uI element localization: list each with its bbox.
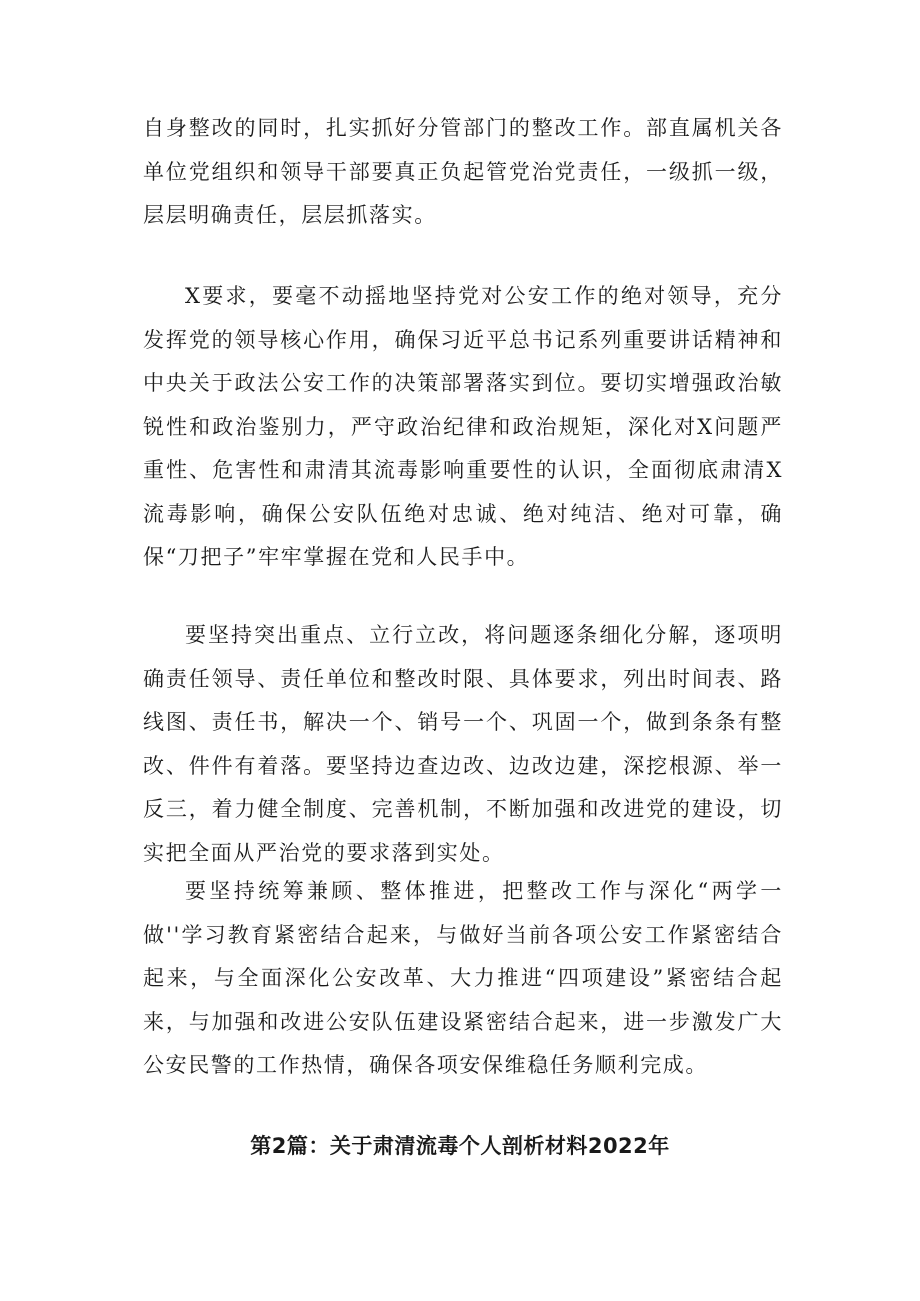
paragraph-2: X要求，要毫不动摇地坚持党对公安工作的绝对领导，充分发挥党的领导核心作用，确保习近平总书记系列重要讲话精神和中央关于政法公安工作的决策部署落实到位。要切实增强政治敏锐性和政治鉴别力，严守政治纪律和政治规矩，深化对X问题严重性、危害性和肃清其流毒影响重要性的认识，全面彻底肃清X流毒影响，确保公安队伍绝对忠诚、绝对纯洁、绝对可靠，确保“刀把子”牢牢掌握在党和人民手中。 [143, 284, 783, 569]
paragraph-4: 要坚持统筹兼顾、整体推进，把整改工作与深化“两学一做''学习教育紧密结合起来，与做好当前各项公安工作紧密结合起来，与全面深化公安改革、大力推进“四项建设”紧密结合起来，与加强和改进公安队伍建设紧密结合起来，进一步激发广大公安民警的工作热情，确保各项安保维稳任务顺利完成。 [143, 879, 783, 1077]
section-heading: 第2篇：关于肃清流毒个人剖析材料2022年 [250, 1134, 670, 1158]
paragraph-1: 自身整改的同时，扎实抓好分管部门的整改工作。部直属机关各单位党组织和领导干部要真正负起管党治党责任，一级抓一级，层层明确责任，层层抓落实。 [143, 116, 783, 227]
paragraph-3: 要坚持突出重点、立行立改，将问题逐条细化分解，逐项明确责任领导、责任单位和整改时限、具体要求，列出时间表、路线图、责任书，解决一个、销号一个、巩固一个，做到条条有整改、件件有着落。要坚持边查边改、边改边建，深挖根源、举一反三，着力健全制度、完善机制，不断加强和改进党的建设，切实把全面从严治党的要求落到实处。 [143, 623, 783, 865]
